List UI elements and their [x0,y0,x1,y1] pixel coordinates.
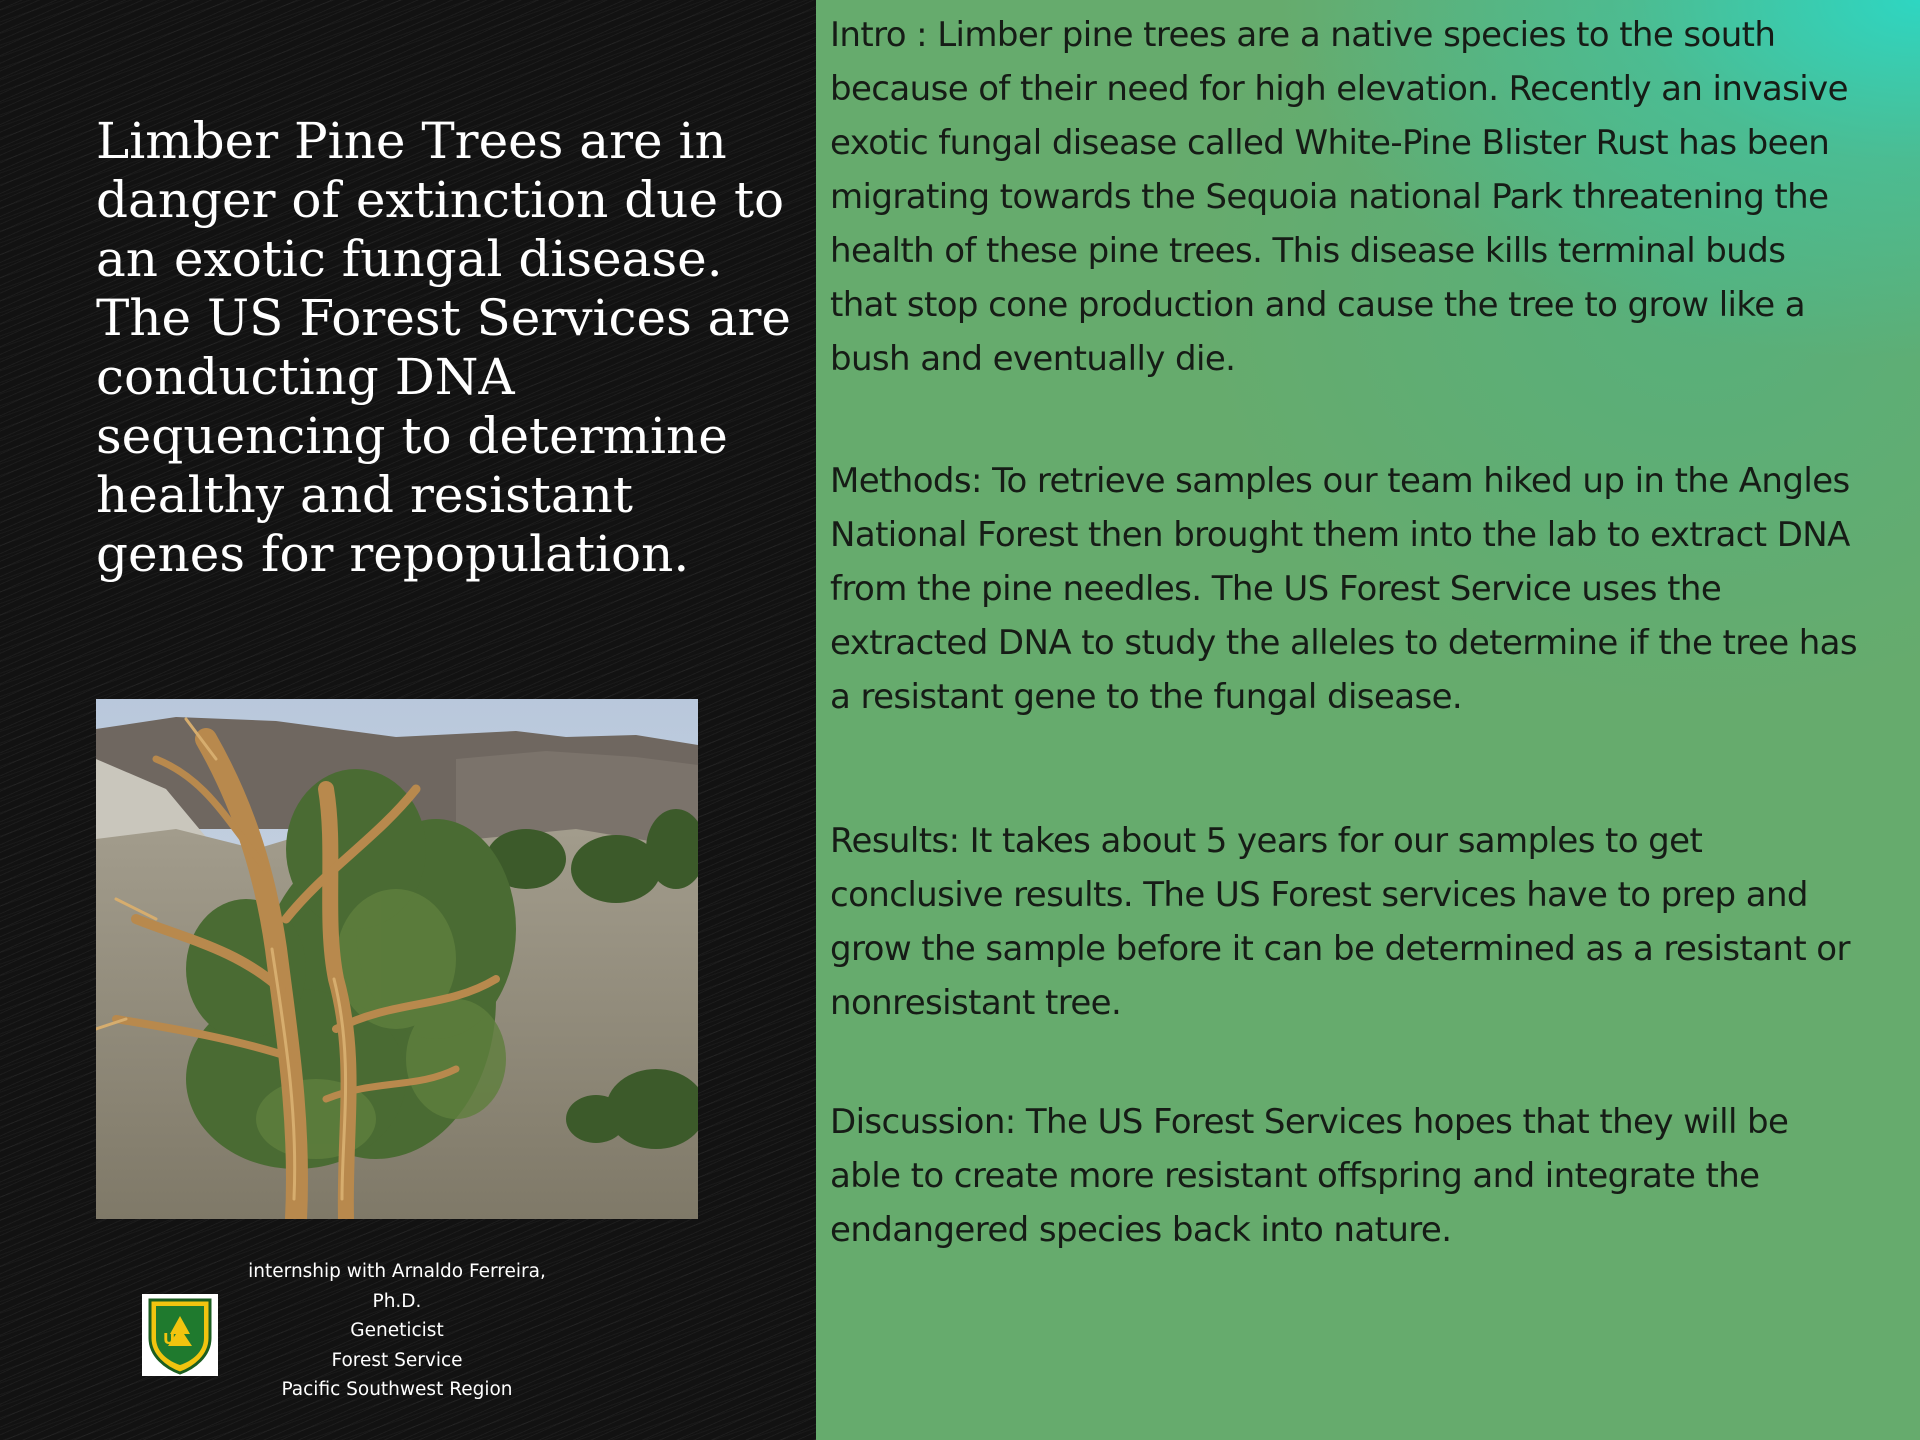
discussion-line: Discussion: The US Forest Services hopes that they will be [830,1102,1789,1142]
methods-line: National Forest then brought them into the lab to extract DNA [830,515,1850,555]
methods-section [830,454,1910,724]
credit-line: internship with Arnaldo Ferreira, [248,1261,546,1282]
right-panel [816,0,1920,1440]
methods-line: Methods: To retrieve samples our team hiked up in the Angles [830,461,1850,501]
credit-line: Ph.D. [372,1290,422,1312]
results-section [830,814,1910,1030]
intro-line: Intro : Limber pine trees are a native species to the south [830,15,1776,55]
results-line: Results: It takes about 5 years for our samples to get [830,821,1703,861]
internship-credits [220,1257,574,1405]
results-line: grow the sample before it can be determined as a resistant or [830,929,1850,969]
methods-line: a resistant gene to the fungal disease. [830,677,1463,717]
poster-headline: Limber Pine Trees are in danger of extinction due to an exotic fungal disease. The US Forest Services are conducting DNA sequencing to determine healthy and resistant genes for repopulation. [96,112,791,583]
results-line: conclusive results. The US Forest services have to prep and [830,875,1808,915]
left-panel [0,0,816,1440]
methods-line: extracted DNA to study the alleles to determine if the tree has [830,623,1858,663]
forest-service-shield-icon [142,1294,218,1376]
discussion-line: endangered species back into nature. [830,1210,1452,1250]
credit-line: Forest Service [331,1349,463,1371]
discussion-line: able to create more resistant offspring and integrate the [830,1156,1760,1196]
intro-section [830,8,1910,386]
intro-line: because of their need for high elevation. Recently an invasive [830,69,1848,109]
svg-text:US: US [163,1330,186,1348]
intro-line: that stop cone production and cause the tree to grow like a [830,285,1806,325]
credit-line: Pacific Southwest Region [281,1379,513,1400]
intro-line: migrating towards the Sequoia national Park threatening the [830,177,1829,217]
limber-pine-photo [96,699,698,1219]
results-line: nonresistant tree. [830,983,1122,1023]
intro-line: health of these pine trees. This disease kills terminal buds [830,231,1786,271]
intro-line: bush and eventually die. [830,339,1236,379]
discussion-section [830,1095,1910,1257]
intro-line: exotic fungal disease called White-Pine Blister Rust has been [830,123,1830,163]
credit-line: Geneticist [350,1320,444,1341]
methods-line: from the pine needles. The US Forest Service uses the [830,569,1722,609]
